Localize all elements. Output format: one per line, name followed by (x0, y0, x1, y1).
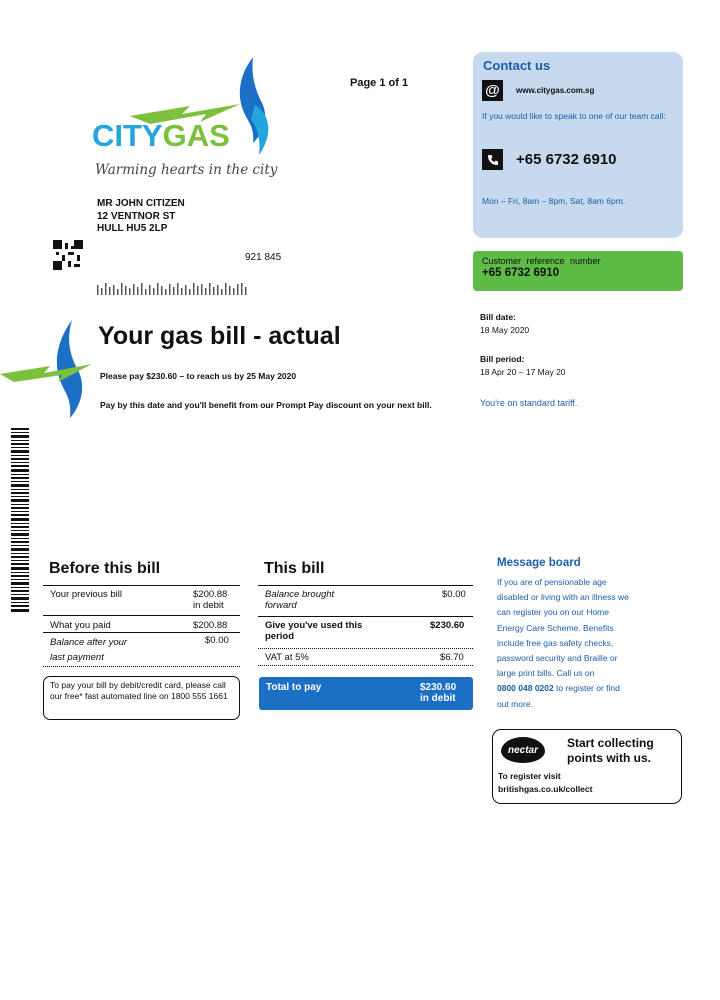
message-line: disabled or living with an illness we (497, 592, 629, 603)
bill-title: Your gas bill - actual (98, 322, 341, 350)
total-amount-block (420, 682, 456, 704)
paid-label: What you paid (50, 620, 111, 631)
brand-flame-watermark-icon (0, 318, 100, 423)
qr-code-icon (53, 240, 83, 270)
brand-city: CITY (92, 118, 163, 153)
message-board-body (497, 575, 685, 712)
prev-bill-amount-block (193, 589, 227, 611)
brought-forward-label-1: Balance brought (265, 589, 335, 600)
nectar-logo-icon: nectar (501, 737, 545, 763)
website-link[interactable]: www.citygas.com.sg (516, 86, 595, 95)
total-label: Total to pay (266, 682, 322, 693)
customer-street: 12 VENTNOR ST (97, 210, 176, 222)
postal-barcode-icon (97, 283, 247, 295)
this-bill-rule-1 (258, 616, 473, 617)
nectar-headline (567, 736, 654, 766)
tariff-note: You're on standard tariff. (480, 398, 578, 408)
customer-reference-label: Customer reference number (482, 256, 601, 266)
customer-address (97, 198, 185, 236)
customer-reference-value: +65 6732 6910 (482, 267, 560, 279)
pay-by-line: Please pay $230.60 – to reach us by 25 May 2020 (100, 371, 297, 381)
used-label-2: period (265, 631, 295, 642)
customer-reference-box (473, 251, 683, 291)
website-row (482, 80, 594, 101)
used-label (265, 620, 362, 642)
contact-title: Contact us (483, 58, 551, 73)
balance-after-amount: $0.00 (205, 635, 229, 646)
this-bill-dotted-rule-2 (258, 665, 473, 666)
card-payment-info: To pay your bill by debit/credit card, please call our free* fast automated line on 1800 555 1661 (43, 676, 240, 720)
bill-date-label: Bill date: (480, 312, 516, 322)
balance-after-label-2: last payment (50, 652, 104, 663)
bill-period-value: 18 Apr 20 – 17 May 20 (480, 367, 566, 377)
contact-panel (473, 52, 683, 238)
customer-name: MR JOHN CITIZEN (97, 198, 185, 209)
nectar-promo-box (492, 729, 682, 804)
used-label-1: Give you've used this (265, 620, 363, 631)
bill-period-label: Bill period: (480, 354, 525, 364)
vat-amount: $6.70 (440, 652, 464, 663)
vat-label: VAT at 5% (265, 652, 309, 663)
phone-icon (482, 149, 503, 170)
used-amount: $230.60 (430, 620, 465, 631)
total-amount: $230.60 (420, 682, 457, 693)
phone-row (482, 149, 617, 170)
this-bill-title: This bill (264, 560, 325, 577)
bill-info (480, 311, 566, 395)
balance-after-label (50, 635, 127, 665)
at-icon: @ (482, 80, 503, 101)
brand-gas: GAS (162, 118, 230, 153)
before-bill-rule-1 (43, 615, 240, 616)
bill-date-value: 18 May 2020 (480, 325, 530, 335)
brought-forward-label (265, 589, 334, 611)
nectar-headline-2: points with us. (567, 751, 651, 765)
nectar-register-link[interactable]: britishgas.co.uk/collect (498, 784, 593, 794)
nectar-headline-1: Start collecting (567, 736, 654, 750)
prev-bill-label: Your previous bill (50, 589, 122, 600)
contact-phone[interactable]: +65 6732 6910 (516, 151, 617, 168)
side-barcode-icon (11, 428, 29, 613)
customer-ref-number: 921 845 (245, 252, 282, 263)
message-line: Energy Care Scheme. Benefits (497, 622, 614, 633)
total-status: in debit (420, 693, 456, 704)
before-bill-top-rule (43, 585, 240, 586)
brand-wordmark (92, 118, 230, 154)
message-line: out more. (497, 698, 533, 709)
nectar-register-1: To register visit (498, 771, 561, 781)
this-bill-dotted-rule-1 (258, 648, 473, 649)
message-board-title: Message board (497, 557, 581, 569)
nectar-register (498, 770, 592, 796)
page-indicator: Page 1 of 1 (350, 77, 409, 89)
balance-after-label-1: Balance after your (50, 637, 128, 648)
prev-bill-status: in debit (193, 600, 224, 611)
opening-hours: Mon – Fri, 8am – 8pm, Sat, 8am 6pm. (482, 196, 626, 206)
message-line-phone (497, 681, 685, 696)
message-phone-tail: to register or find (553, 683, 620, 694)
total-to-pay-box (259, 677, 473, 710)
prompt-pay-note: Pay by this date and you'll benefit from our Prompt Pay discount on your next bill. (100, 400, 432, 410)
brought-forward-label-2: forward (265, 600, 297, 611)
customer-city: HULL HU5 2LP (97, 223, 168, 234)
before-bill-title: Before this bill (49, 560, 161, 577)
brought-forward-amount: $0.00 (442, 589, 466, 600)
brand-tagline: Warming hearts in the city (95, 162, 278, 178)
message-line: include free gas safety checks, (497, 637, 614, 648)
message-line: password security and Braille or (497, 653, 618, 664)
before-bill-dotted-rule (43, 666, 240, 667)
prev-bill-amount: $200.88 (193, 589, 228, 600)
before-bill-rule-2 (43, 632, 240, 633)
this-bill-top-rule (258, 585, 473, 586)
speak-text: If you would like to speak to one of our team call: (482, 111, 666, 121)
message-line: large print bills. Call us on (497, 668, 595, 679)
message-phone[interactable]: 0800 048 0202 (497, 683, 554, 694)
message-line: If you are of pensionable age (497, 577, 607, 587)
message-line: can register you on our Home (497, 607, 609, 618)
paid-amount: $200.88 (193, 620, 228, 631)
